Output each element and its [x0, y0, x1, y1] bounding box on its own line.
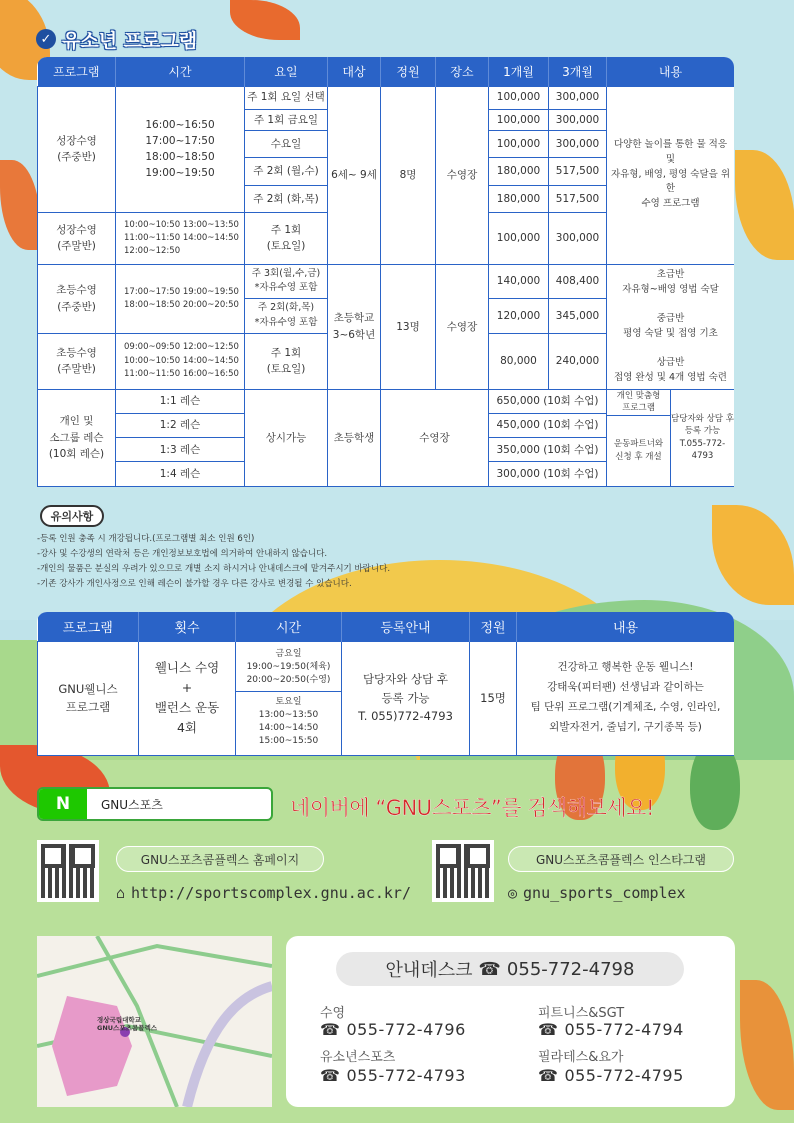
contact-number[interactable]: ☎ 055-772-4793 — [320, 1066, 466, 1085]
day-cell: 주 2회 (화,목) — [245, 185, 328, 212]
header-cell: 내용 — [517, 612, 735, 641]
notice-line: -등록 인원 충족 시 개강됩니다.(프로그램별 최소 인원 6인) — [37, 534, 255, 544]
day-cell: 수요일 — [245, 130, 328, 157]
price-1month-cell: 80,000 — [489, 333, 549, 389]
price-3month-cell: 517,500 — [549, 157, 607, 185]
price-1month-cell: 120,000 — [489, 299, 549, 333]
contact-label: 수영 — [320, 1006, 346, 1021]
program-cell: 개인 및 소그룹 레슨 (10회 레슨) — [38, 389, 116, 486]
time-cell: 17:00~17:50 19:00~19:50 18:00~18:50 20:00~20:50 — [116, 264, 245, 333]
day-cell: 주 1회 금요일 — [245, 109, 328, 130]
time-cell — [236, 641, 342, 755]
program-cell: 초등수영 (주중반) — [38, 264, 116, 333]
price-1month-cell: 180,000 — [489, 185, 549, 212]
program-cell: 성장수영 (주말반) — [38, 212, 116, 264]
contact-number[interactable]: ☎ 055-772-4795 — [538, 1066, 684, 1085]
price-1month-cell: 100,000 — [489, 86, 549, 109]
check-circle-icon: ✓ — [36, 29, 56, 49]
header-cell: 정원 — [470, 612, 517, 641]
notice-line: -개인의 물품은 분실의 우려가 있으므로 개별 소지 하시거나 안내데스크에 맡겨주시기 바랍니다. — [37, 564, 391, 574]
table-header-row — [38, 612, 735, 641]
wellness-program-table — [37, 612, 734, 756]
day-cell: 주 1회 요일 선택 — [245, 86, 328, 109]
time-cell: 09:00~09:50 12:00~12:50 10:00~10:50 14:00~14:50 11:00~11:50 16:00~16:50 — [116, 333, 245, 389]
table-row — [38, 264, 735, 298]
contact-label: 필라테스&요가 — [538, 1050, 624, 1065]
homepage-label: GNU스포츠콤플렉스 홈페이지 — [116, 846, 324, 872]
header-cell: 시간 — [236, 612, 342, 641]
contact-label: 유소년스포츠 — [320, 1050, 396, 1065]
price-1month-cell: 140,000 — [489, 264, 549, 298]
lesson-type-cell: 1:1 레슨 — [116, 389, 245, 413]
price-3month-cell: 300,000 — [549, 130, 607, 157]
content-cell: 건강하고 행복한 운동 웰니스! 강태욱(피터팬) 선생님과 같이하는 팀 단위 프로그램(기계체조, 수영, 인라인, 외발자전거, 줄넘기, 구기종목 등) — [517, 641, 735, 755]
content-cell: 다양한 놀이를 통한 물 적응 및 자유형, 배영, 평영 숙달을 위한 수영 프로그램 — [607, 86, 735, 264]
phone-icon: ☎ — [538, 1066, 559, 1085]
table-header-row — [38, 57, 735, 86]
price-3month-cell: 517,500 — [549, 185, 607, 212]
time-cell: 10:00~10:50 13:00~13:50 11:00~11:50 14:00~14:50 12:00~12:50 — [116, 212, 245, 264]
info-desk-pill — [336, 952, 684, 986]
table-row — [38, 86, 735, 109]
contact-label: 피트니스&SGT — [538, 1006, 625, 1021]
place-cell: 수영장 — [436, 86, 489, 264]
lesson-content-partner: 운동파트너와 신청 후 개설 — [613, 439, 664, 462]
lesson-price-cell: 350,000 (10회 수업) — [489, 438, 607, 462]
place-cell: 수영장 — [436, 264, 489, 389]
info-desk-label: 안내데스크 — [385, 960, 473, 981]
homepage-qr-code[interactable] — [37, 840, 99, 902]
naver-search-text: GNU스포츠 — [101, 797, 163, 812]
section-title: ✓ 유소년 프로그램 — [36, 26, 197, 52]
notice-line: -기존 강사가 개인사정으로 인해 레슨이 불가할 경우 다른 강사로 변경될 수 있습니다. — [37, 579, 352, 589]
time-cell: 16:00~16:50 17:00~17:50 18:00~18:50 19:00~19:50 — [116, 86, 245, 212]
day-cell: 주 2회(화,목) *자유수영 포함 — [245, 299, 328, 333]
header-cell: 시간 — [116, 57, 245, 86]
day-cell: 주 1회 (토요일) — [245, 333, 328, 389]
program-cell: GNU웰니스 프로그램 — [38, 641, 139, 755]
program-cell: 성장수영 (주중반) — [38, 86, 116, 212]
time-label-fri: 금요일 — [275, 648, 302, 659]
day-cell: 주 1회 (토요일) — [245, 212, 328, 264]
price-1month-cell: 100,000 — [489, 212, 549, 264]
price-1month-cell: 100,000 — [489, 130, 549, 157]
contact-panel — [286, 936, 735, 1107]
phone-icon: ☎ — [320, 1066, 341, 1085]
place-cell: 수영장 — [381, 389, 489, 486]
lesson-content-custom: 개인 맞춤형 프로그램 — [607, 390, 670, 416]
price-3month-cell: 408,400 — [549, 264, 607, 298]
lesson-content-contact: 담당자와 상담 후 등록 가능 T.055-772- 4793 — [671, 414, 734, 461]
content-cell: 초급반 자유형~배영 영법 숙달 중급반 평영 숙달 및 접영 기초 상급반 접영 완성 및 4개 영법 숙련 — [607, 264, 735, 389]
location-map[interactable] — [37, 936, 272, 1107]
homepage-link[interactable]: ⌂ http://sportscomplex.gnu.ac.kr/ — [116, 884, 411, 902]
notice-list — [37, 532, 557, 592]
program-cell: 초등수영 (주말반) — [38, 333, 116, 389]
price-3month-cell: 300,000 — [549, 86, 607, 109]
instagram-link[interactable]: ◎ gnu_sports_complex — [508, 884, 686, 902]
day-cell: 상시가능 — [245, 389, 328, 486]
header-cell: 정원 — [381, 57, 436, 86]
header-cell: 요일 — [245, 57, 328, 86]
table-row — [38, 641, 735, 755]
contact-number[interactable]: ☎ 055-772-4794 — [538, 1020, 684, 1039]
header-cell: 장소 — [436, 57, 489, 86]
target-cell: 6세~ 9세 — [328, 86, 381, 264]
lesson-price-cell: 650,000 (10회 수업) — [489, 389, 607, 413]
map-title: 경상국립대학교 GNU스포츠콤플렉스 — [97, 1016, 158, 1033]
phone-icon: ☎ — [320, 1020, 341, 1039]
price-3month-cell: 300,000 — [549, 212, 607, 264]
lesson-type-cell: 1:2 레슨 — [116, 413, 245, 437]
info-desk-number: 055-772-4798 — [506, 958, 635, 980]
lesson-price-cell: 450,000 (10회 수업) — [489, 413, 607, 437]
naver-logo-icon: N — [39, 789, 87, 819]
lesson-type-cell: 1:3 레슨 — [116, 438, 245, 462]
header-cell: 프로그램 — [38, 612, 139, 641]
price-1month-cell: 100,000 — [489, 109, 549, 130]
header-cell: 대상 — [328, 57, 381, 86]
target-cell: 초등학생 — [328, 389, 381, 486]
header-cell: 등록안내 — [342, 612, 470, 641]
phone-icon: ☎ — [538, 1020, 559, 1039]
count-cell: 웰니스 수영 + 밸런스 운동 4회 — [139, 641, 236, 755]
price-1month-cell: 180,000 — [489, 157, 549, 185]
day-cell: 주 2회 (월,수) — [245, 157, 328, 185]
instagram-icon: ◎ — [508, 884, 518, 902]
capacity-cell: 13명 — [381, 264, 436, 389]
instagram-label: GNU스포츠콤플렉스 인스타그램 — [508, 846, 734, 872]
lesson-type-cell: 1:4 레슨 — [116, 462, 245, 486]
youth-program-table — [37, 57, 734, 487]
price-3month-cell: 345,000 — [549, 299, 607, 333]
header-cell: 내용 — [607, 57, 735, 86]
time-sat: 13:00~13:50 14:00~14:50 15:00~15:50 — [258, 710, 319, 747]
header-cell: 3개월 — [549, 57, 607, 86]
time-fri: 19:00~19:50(체육) 20:00~20:50(수영) — [246, 661, 331, 685]
time-label-sat: 토요일 — [275, 696, 302, 707]
price-3month-cell: 300,000 — [549, 109, 607, 130]
instagram-qr-code[interactable] — [432, 840, 494, 902]
day-cell: 주 3회(월,수,금) *자유수영 포함 — [245, 264, 328, 298]
table-row — [38, 389, 735, 413]
lesson-price-cell: 300,000 (10회 수업) — [489, 462, 607, 486]
home-icon: ⌂ — [116, 884, 126, 902]
capacity-cell: 15명 — [470, 641, 517, 755]
lesson-content-cell — [607, 389, 735, 486]
naver-search-box[interactable] — [37, 787, 273, 821]
target-cell: 초등학교 3~6학년 — [328, 264, 381, 389]
header-cell: 1개월 — [489, 57, 549, 86]
naver-search-prompt: 네이버에 “GNU스포츠”를 검색해보세요! — [290, 796, 654, 820]
notice-line: -강사 및 수강생의 연락처 등은 개인정보보호법에 의거하여 안내하지 않습니다. — [37, 549, 328, 559]
notice-badge: 유의사항 — [40, 505, 104, 527]
price-3month-cell: 240,000 — [549, 333, 607, 389]
capacity-cell: 8명 — [381, 86, 436, 264]
header-cell: 프로그램 — [38, 57, 116, 86]
phone-icon: ☎ — [478, 958, 501, 980]
registration-cell: 담당자와 상담 후 등록 가능 T. 055)772-4793 — [342, 641, 470, 755]
header-cell: 횟수 — [139, 612, 236, 641]
contact-number[interactable]: ☎ 055-772-4796 — [320, 1020, 466, 1039]
